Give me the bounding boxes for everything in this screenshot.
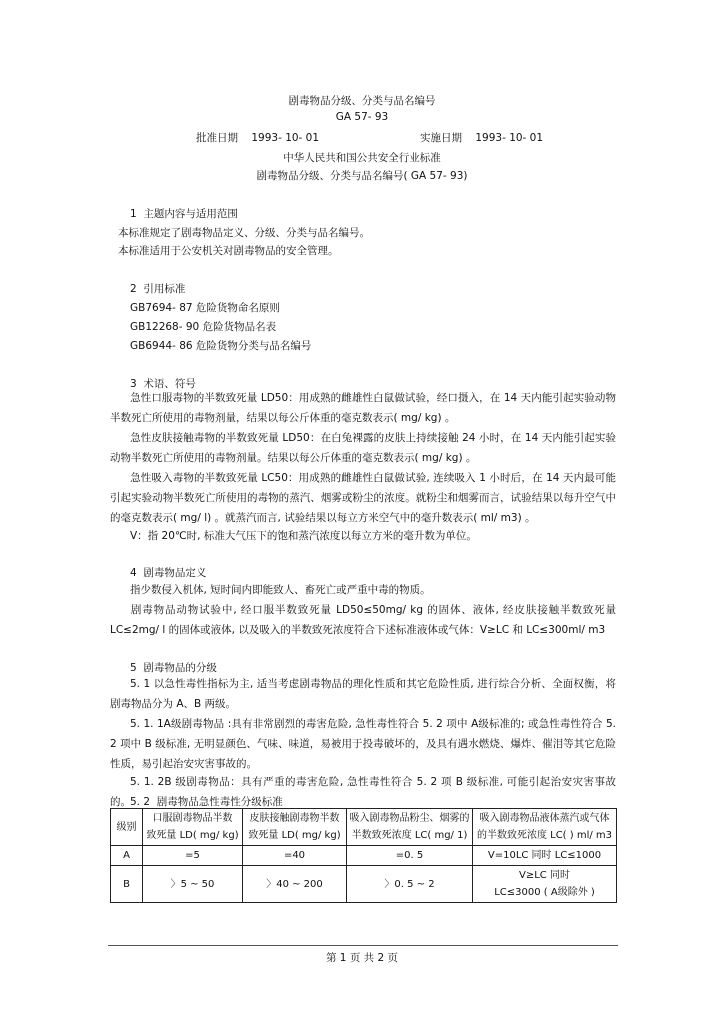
section-5-1-2-text: 5. 1. 2B 级剧毒物品：具有严重的毒害危险, 急性毒性符合 5. 2 项 B 级标准, 可能引起治安灾害事故的。 <box>110 776 616 808</box>
definition-oral-ld50 <box>110 388 616 428</box>
oral-cell: 〉5 ~ 50 <box>143 866 243 903</box>
header-grade: 级别 <box>111 809 143 846</box>
header-vapor-line2: 的半数致死浓度 LC( ) ml/ m3 <box>476 830 613 841</box>
section-1-heading: 1 主题内容与适用范围 <box>130 208 238 220</box>
definition-oral-ld50-text: 急性口服毒物的半数致死量 LD50：用成熟的雌雄性白鼠做试验，经口摄入，在 14 天内能引起实验动物半数死亡所使用的毒物剂量，结果以每公斤体重的毫克数表示( mg/ kg) 。 <box>110 392 616 424</box>
grade-cell: A <box>111 846 143 866</box>
doc-code: GA 57- 93 <box>335 111 389 123</box>
section-4-para-1 <box>110 580 616 600</box>
definition-inhalation-lc50-text: 急性吸入毒物的半数致死量 LC50：用成熟的雌雄性白鼠做试验, 连续吸入 1 小时后，在 14 天内最可能引起实验动物半数死亡所使用的毒物的蒸汽、烟雾或粉尘的浓度。就粉尘和烟雾而言，试验结果以每升空气中的毫克数表示( mg/ l) 。就蒸汽而言, 试验结果以每立方米空气中的毫升数表示( ml/ m3) 。 <box>110 472 616 524</box>
footer-divider <box>108 945 618 946</box>
reference-standard: GB12268- 90 危险货物品名表 <box>130 321 277 333</box>
header-vapor <box>473 809 617 846</box>
vapor-cell-line1: V≥LC 同时 <box>519 870 570 881</box>
header-dust-line1: 吸入剧毒物品粉尘、烟雾的 <box>349 813 470 824</box>
section-5-heading: 5 剧毒物品的分级 <box>130 662 217 674</box>
table-row <box>111 846 617 866</box>
authority: 中华人民共和国公共安全行业标准 <box>283 152 441 164</box>
section-4-heading: 4 剧毒物品定义 <box>130 567 207 579</box>
dermal-cell: =40 <box>243 846 347 866</box>
header-oral-line2: 致死量 LD( mg/ kg) <box>146 830 239 841</box>
header-oral-line1: 口服剧毒物品半数 <box>152 813 233 824</box>
section-2-heading: 2 引用标准 <box>130 283 186 295</box>
section-5-1 <box>110 674 616 714</box>
header-dust <box>347 809 473 846</box>
header-dermal <box>243 809 347 846</box>
header-vapor-line1: 吸入剧毒物品液体蒸汽或气体 <box>479 813 610 824</box>
dust-cell: 〉0. 5 ~ 2 <box>347 866 473 903</box>
header-dermal-line2: 致死量 LD( mg/ kg) <box>248 830 341 841</box>
doc-title: 剧毒物品分级、分类与品名编号 <box>288 95 436 107</box>
toxicity-grade-table <box>110 808 617 903</box>
implement-date: 实施日期 1993- 10- 01 <box>420 132 544 144</box>
header-oral <box>143 809 243 846</box>
vapor-cell <box>473 866 617 903</box>
vapor-cell-line2: LC≤3000 ( A级除外 ) <box>494 887 595 898</box>
section-4-para-2-text: 剧毒物品动物试验中, 经口服半数致死量 LD50≤50mg/ kg 的固体、液体, 经皮肤接触半数致死量 LC≤2mg/ l 的固体或液体, 以及吸入的半数致死浓度符合下述标准液体或气体：V≥LC 和 LC≤300ml/ m3 <box>110 604 616 636</box>
section-5-2-caption: 5. 2 剧毒物品急性毒性分级标准 <box>130 796 283 808</box>
vapor-cell: V=10LC 同时 LC≤1000 <box>473 846 617 866</box>
definition-v-text: V：指 20℃时, 标准大气压下的饱和蒸汽浓度以每立方米的毫升数为单位。 <box>130 530 477 542</box>
definition-v <box>110 526 616 546</box>
doc-subtitle: 剧毒物品分级、分类与品名编号( GA 57- 93) <box>256 170 468 182</box>
definition-dermal-ld50 <box>110 428 616 468</box>
header-dust-line2: 半数致死浓度 LC( mg/ 1) <box>351 830 468 841</box>
section-1-para-1: 本标准规定了剧毒物品定义、分级、分类与品名编号。 <box>118 227 370 239</box>
definition-inhalation-lc50 <box>110 468 616 528</box>
approve-date: 批准日期 1993- 10- 01 <box>196 132 320 144</box>
oral-cell: =5 <box>143 846 243 866</box>
section-5-1-1-text: 5. 1. 1A级剧毒物品 :具有非常剧烈的毒害危险, 急性毒性符合 5. 2 项中 A级标准的; 或急性毒性符合 5. 2 项中 B 级标准, 无明显颜色、气味、味道，易被用于投毒破坏的，及具有遇水燃烧、爆炸、催泪等其它危险性质，易引起治安灾害事故的。 <box>110 718 616 770</box>
table-row <box>111 866 617 903</box>
section-5-1-1 <box>110 714 616 774</box>
grade-cell: B <box>111 866 143 903</box>
dust-cell: =0. 5 <box>347 846 473 866</box>
section-5-1-text: 5. 1 以急性毒性指标为主, 适当考虑剧毒物品的理化性质和其它危险性质, 进行综合分析、全面权衡，将剧毒物品分为 A、B 两级。 <box>110 678 616 710</box>
page-number: 第 1 页 共 2 页 <box>325 952 399 964</box>
section-3-heading: 3 术语、符号 <box>130 378 196 390</box>
section-1-para-2: 本标准适用于公安机关对剧毒物品的安全管理。 <box>118 245 339 257</box>
section-4-para-2 <box>110 600 616 640</box>
header-dermal-line1: 皮肤接触剧毒物半数 <box>249 813 340 824</box>
definition-dermal-ld50-text: 急性皮肤接触毒物的半数致死量 LD50：在白兔裸露的皮肤上持续接触 24 小时，在 14 天内能引起实验动物半数死亡所使用的毒物剂量。结果以每公斤体重的毫克数表示( mg/ kg) 。 <box>110 432 616 464</box>
table-header-row <box>111 809 617 846</box>
dermal-cell: 〉40 ~ 200 <box>243 866 347 903</box>
section-4-para-1-text: 指少数侵入机体, 短时间内即能致人、畜死亡或严重中毒的物质。 <box>130 584 431 596</box>
reference-standard: GB7694- 87 危险货物命名原则 <box>130 302 280 314</box>
reference-standard: GB6944- 86 危险货物分类与品名编号 <box>130 340 312 352</box>
